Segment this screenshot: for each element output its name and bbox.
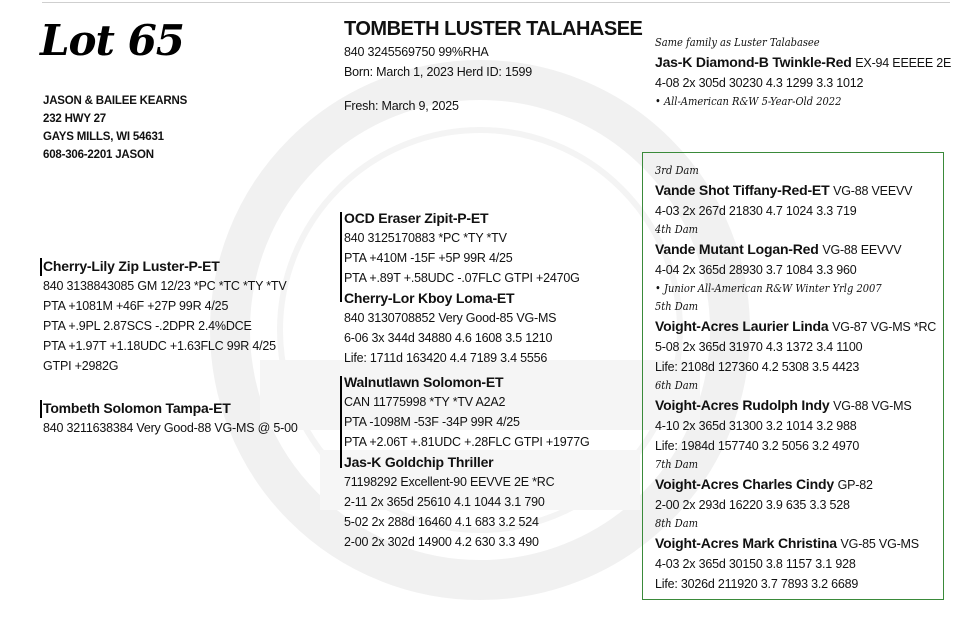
dam-dam-line: 71198292 Excellent-90 EEVVE 2E *RC <box>344 475 555 489</box>
dam-label: 3rd Dam <box>655 164 699 177</box>
sire-line: PTA +1.97T +1.18UDC +1.63FLC 99R 4/25 <box>43 339 276 353</box>
dam-label: 5th Dam <box>655 300 699 313</box>
animal-name: TOMBETH LUSTER TALAHASEE <box>344 18 643 40</box>
dam-label: 8th Dam <box>655 517 699 530</box>
dam-name: Voight-Acres Laurier Linda VG-87 VG-MS *RC <box>655 318 937 334</box>
sire-block <box>43 256 287 376</box>
dam-sire-line: PTA +2.06T +.81UDC +.28FLC GTPI +1977G <box>344 435 590 449</box>
dam-sire-block <box>344 372 590 552</box>
dam-record: 4-03 2x 365d 30150 3.8 1157 3.1 928 <box>655 557 856 571</box>
lot-number: Lot 65 <box>40 16 185 65</box>
sire-line: GTPI +2982G <box>43 359 119 373</box>
dam-sire-name: Walnutlawn Solomon-ET <box>344 374 504 390</box>
family-block <box>655 34 951 111</box>
dam-dam-line: 5-02 2x 288d 16460 4.1 683 3.2 524 <box>344 515 539 529</box>
animal-header <box>344 18 642 116</box>
sire-sire-line: PTA +410M -15F +5P 99R 4/25 <box>344 251 513 265</box>
sire-dam-line: 840 3130708852 Very Good-85 VG-MS <box>344 311 557 325</box>
dam-record: 4-03 2x 267d 21830 4.7 1024 3.3 719 <box>655 204 857 218</box>
sire-side-bracket <box>340 212 342 302</box>
dam-award: • Junior All-American R&W Winter Yrlg 2007 <box>655 282 882 295</box>
family-award: • All-American R&W 5-Year-Old 2022 <box>655 95 842 108</box>
sire-line: 840 3138843085 GM 12/23 *PC *TC *TY *TV <box>43 279 287 293</box>
sire-line: PTA +.9PL 2.87SCS -.2DPR 2.4%DCE <box>43 319 252 333</box>
sire-sire-block <box>344 208 580 368</box>
family-note: Same family as Luster Talabasee <box>655 36 820 49</box>
owner-name: JASON & BAILEE KEARNS <box>43 95 188 107</box>
dam-record: 4-04 2x 365d 28930 3.7 1084 3.3 960 <box>655 263 857 277</box>
dam-side-bracket <box>340 376 342 468</box>
owner-address: 232 HWY 27 <box>43 113 106 125</box>
dam-record: 4-10 2x 365d 31300 3.2 1014 3.2 988 <box>655 419 857 433</box>
sire-sire-line: 840 3125170883 *PC *TY *TV <box>344 231 507 245</box>
dam-label: 6th Dam <box>655 379 699 392</box>
dam-line: 840 3211638384 Very Good-88 VG-MS @ 5-00 <box>43 421 298 435</box>
dam-record: Life: 2108d 127360 4.2 5308 3.5 4423 <box>655 360 860 374</box>
animal-born: Born: March 1, 2023 Herd ID: 1599 <box>344 65 532 79</box>
animal-fresh: Fresh: March 9, 2025 <box>344 99 459 113</box>
dam-block <box>43 398 298 438</box>
family-record: 4-08 2x 305d 30230 4.3 1299 3.3 1012 <box>655 76 864 90</box>
sire-line: PTA +1081M +46F +27P 99R 4/25 <box>43 299 229 313</box>
owner-phone: 608-306-2201 JASON <box>43 149 154 161</box>
animal-reg: 840 3245569750 99%RHA <box>344 45 489 59</box>
sire-name: Cherry-Lily Zip Luster-P-ET <box>43 258 220 274</box>
dam-record: 2-00 2x 293d 16220 3.9 635 3.3 528 <box>655 498 850 512</box>
dam-name: Voight-Acres Mark Christina VG-85 VG-MS <box>655 535 919 551</box>
sire-dam-line: Life: 1711d 163420 4.4 7189 3.4 5556 <box>344 351 548 365</box>
family-name: Jas-K Diamond-B Twinkle-Red EX-94 EEEEE 2E <box>655 54 952 70</box>
sire-sire-line: PTA +.89T +.58UDC -.07FLC GTPI +2470G <box>344 271 580 285</box>
dam-record: Life: 3026d 211920 3.7 7893 3.2 6689 <box>655 577 859 591</box>
dam-name: Vande Shot Tiffany-Red-ET VG-88 VEEVV <box>655 182 913 198</box>
dam-record: 5-08 2x 365d 31970 4.3 1372 3.4 1100 <box>655 340 863 354</box>
dam-record: Life: 1984d 157740 3.2 5056 3.2 4970 <box>655 439 860 453</box>
dam-dam-line: 2-11 2x 365d 25610 4.1 1044 3.1 790 <box>344 495 545 509</box>
dam-label: 4th Dam <box>655 223 699 236</box>
dam-name: Voight-Acres Rudolph Indy VG-88 VG-MS <box>655 397 912 413</box>
dam-dam-line: 2-00 2x 302d 14900 4.2 630 3.3 490 <box>344 535 539 549</box>
dam-bracket <box>40 400 42 418</box>
sire-sire-name: OCD Eraser Zipit-P-ET <box>344 210 489 226</box>
owner-block <box>43 92 187 164</box>
maternal-line <box>655 162 939 594</box>
dam-name: Vande Mutant Logan-Red VG-88 EEVVV <box>655 241 902 257</box>
dam-dam-name: Jas-K Goldchip Thriller <box>344 454 494 470</box>
dam-name: Voight-Acres Charles Cindy GP-82 <box>655 476 873 492</box>
dam-label: 7th Dam <box>655 458 699 471</box>
dam-name: Tombeth Solomon Tampa-ET <box>43 400 231 416</box>
dam-sire-line: PTA -1098M -53F -34P 99R 4/25 <box>344 415 520 429</box>
sire-dam-line: 6-06 3x 344d 34880 4.6 1608 3.5 1210 <box>344 331 553 345</box>
sire-dam-name: Cherry-Lor Kboy Loma-ET <box>344 290 515 306</box>
owner-city: GAYS MILLS, WI 54631 <box>43 131 164 143</box>
top-rule <box>42 2 950 3</box>
dam-sire-line: CAN 11775998 *TY *TV A2A2 <box>344 395 506 409</box>
